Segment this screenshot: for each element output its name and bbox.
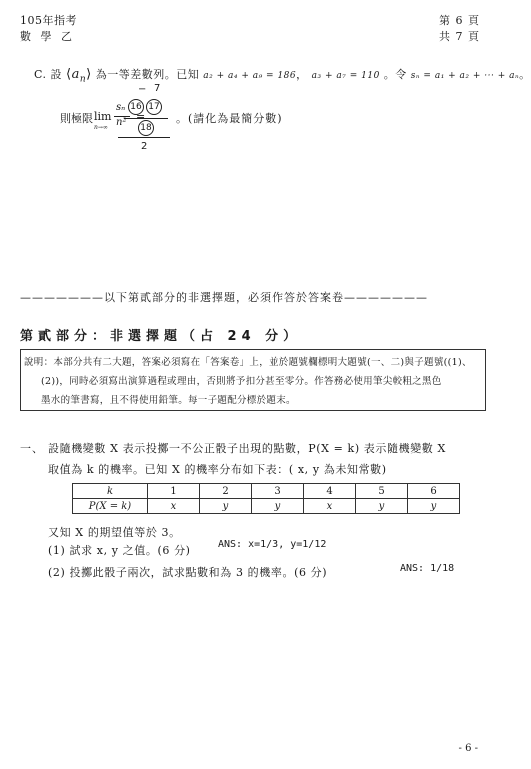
subquestion-1: (1) 試求 x, y 之值。(6 分) <box>48 544 191 557</box>
lim-symbol: lim <box>94 110 112 123</box>
sum-definition: sₙ = a₁ + a₂ + ··· + aₙ <box>410 71 520 81</box>
table-cell: y <box>252 499 304 514</box>
question-c-text1: 為一等差數列。已知 <box>95 68 200 81</box>
footer-page-number: - 6 - <box>458 743 478 754</box>
answer-top: 7 <box>154 83 161 94</box>
answer-fraction-bar <box>124 118 168 119</box>
minus-sign: − <box>138 84 147 95</box>
table-cell: k <box>73 484 148 499</box>
part-2-title: 第貳部分：非選擇題（占 24 分） <box>20 329 302 344</box>
simplify-note: 。(請化為最簡分數) <box>176 112 283 125</box>
limit-intro: 則極限 <box>60 112 93 125</box>
table-row <box>73 484 460 499</box>
instructions-line-2: (2))，同時必須寫出演算過程或理由，否則將予扣分甚至零分。作答務必使用筆尖較粗之黑色 <box>41 376 442 387</box>
subquestion-2: (2) 投擲此骰子兩次，試求點數和為 3 的機率。(6 分) <box>48 566 328 579</box>
fraction-numerator: sₙ <box>116 102 126 113</box>
answer-bottom: 2 <box>141 141 148 152</box>
condition-2: a₃ + a₇ = 110 <box>311 71 380 81</box>
question-c-text2: 。令 <box>383 68 407 81</box>
sequence-notation: $⟨a_n⟩$ <box>66 67 92 85</box>
question-1-number: 一、 <box>20 442 44 455</box>
page-number: 第 6 頁 <box>439 14 480 27</box>
total-pages: 共 7 頁 <box>439 30 480 43</box>
table-cell: y <box>408 499 460 514</box>
equals-sign: = <box>136 110 146 123</box>
part-divider: ———————以下第貳部分的非選擇題，必須作答於答案卷——————— <box>20 291 428 304</box>
table-cell: y <box>356 499 408 514</box>
separator: ， <box>296 68 308 81</box>
question-c-lead: 設 <box>50 68 63 81</box>
answer-underline <box>118 137 170 138</box>
answer-blank-16[interactable]: 16 <box>128 99 144 115</box>
exam-name: 105年指考 <box>20 14 77 27</box>
table-row <box>73 499 460 514</box>
subject-name: 數 學 乙 <box>20 30 75 43</box>
question-1-line-1: 設隨機變數 X 表示投擲一不公正骰子出現的點數，P(X = k) 表示隨機變數 X <box>48 442 446 455</box>
answer-blank-17[interactable]: 17 <box>146 99 162 115</box>
table-cell: y <box>200 499 252 514</box>
table-cell: x <box>304 499 356 514</box>
period: 。 <box>519 68 531 81</box>
fraction-denominator: n² <box>116 117 127 128</box>
table-cell: x <box>148 499 200 514</box>
table-cell: 1 <box>148 484 200 499</box>
question-c <box>34 66 531 85</box>
table-cell: 6 <box>408 484 460 499</box>
expected-value-note: 又知 X 的期望值等於 3。 <box>48 526 181 539</box>
table-cell: 4 <box>304 484 356 499</box>
answer-blank-18[interactable]: 18 <box>138 120 154 136</box>
question-1-line-2: 取值為 k 的機率。已知 X 的機率分布如下表：( x, y 為未知常數) <box>48 463 387 476</box>
condition-1: a₂ + a₄ + a₉ = 186 <box>203 71 297 81</box>
answer-1: ANS: x=1/3, y=1/12 <box>218 539 327 550</box>
lim-subscript: n→∞ <box>94 124 108 131</box>
table-cell: P(X = k) <box>73 499 148 514</box>
answer-2: ANS: 1/18 <box>400 563 455 574</box>
instructions-box <box>20 349 486 411</box>
instructions-line-1: 說明：本部分共有二大題，答案必須寫在「答案卷」上，並於題號欄標明大題號(一、二)與子題號((1)、 <box>24 357 472 368</box>
question-c-label: C. <box>34 68 47 81</box>
table-cell: 2 <box>200 484 252 499</box>
table-cell: 3 <box>252 484 304 499</box>
instructions-line-3: 墨水的筆書寫，且不得使用鉛筆。每一子題配分標於題末。 <box>41 395 296 406</box>
table-cell: 5 <box>356 484 408 499</box>
probability-table <box>72 483 460 514</box>
